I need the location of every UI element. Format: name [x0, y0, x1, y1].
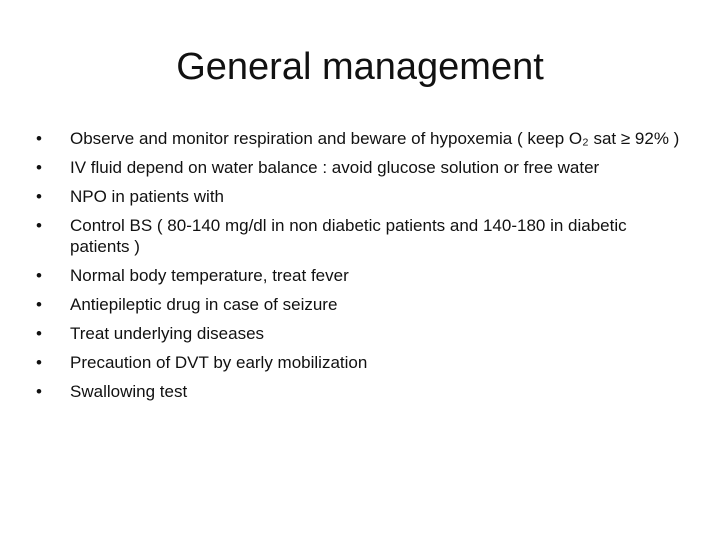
- bullet-text: Treat underlying diseases: [70, 324, 265, 343]
- bullet-text: Antiepileptic drug in case of seizure: [70, 295, 338, 314]
- bullet-item-temperature: [36, 265, 686, 286]
- bullet-item-npo: [36, 186, 686, 207]
- bullet-text: Observe and monitor respiration and beware of hypoxemia ( keep O₂ sat ≥ 92% ): [70, 129, 680, 148]
- bullet-icon: •: [36, 187, 42, 206]
- bullet-item-oxygen: [36, 128, 686, 149]
- bullet-item-underlying-diseases: [36, 323, 686, 344]
- bullet-item-dvt: [36, 352, 686, 373]
- bullet-text: Control BS ( 80-140 mg/dl in non diabetic patients and 140-180 in diabetic patients ): [70, 216, 627, 256]
- bullet-item-iv-fluid: [36, 157, 686, 178]
- bullet-icon: •: [36, 266, 42, 285]
- bullet-icon: •: [36, 158, 42, 177]
- bullet-text: NPO in patients with: [70, 187, 225, 206]
- bullet-icon: •: [36, 353, 42, 372]
- bullet-text: Swallowing test: [70, 382, 188, 401]
- bullet-icon: •: [36, 382, 42, 401]
- bullet-item-blood-sugar: [36, 215, 686, 257]
- bullet-text: Normal body temperature, treat fever: [70, 266, 349, 285]
- bullet-icon: •: [36, 295, 42, 314]
- bullet-item-antiepileptic: [36, 294, 686, 315]
- bullet-list: [36, 128, 686, 410]
- slide-title: General management: [176, 46, 544, 88]
- bullet-item-swallowing: [36, 381, 686, 402]
- bullet-text: IV fluid depend on water balance : avoid glucose solution or free water: [70, 158, 600, 177]
- bullet-icon: •: [36, 216, 42, 235]
- bullet-icon: •: [36, 324, 42, 343]
- bullet-icon: •: [36, 129, 42, 148]
- bullet-text: Precaution of DVT by early mobilization: [70, 353, 368, 372]
